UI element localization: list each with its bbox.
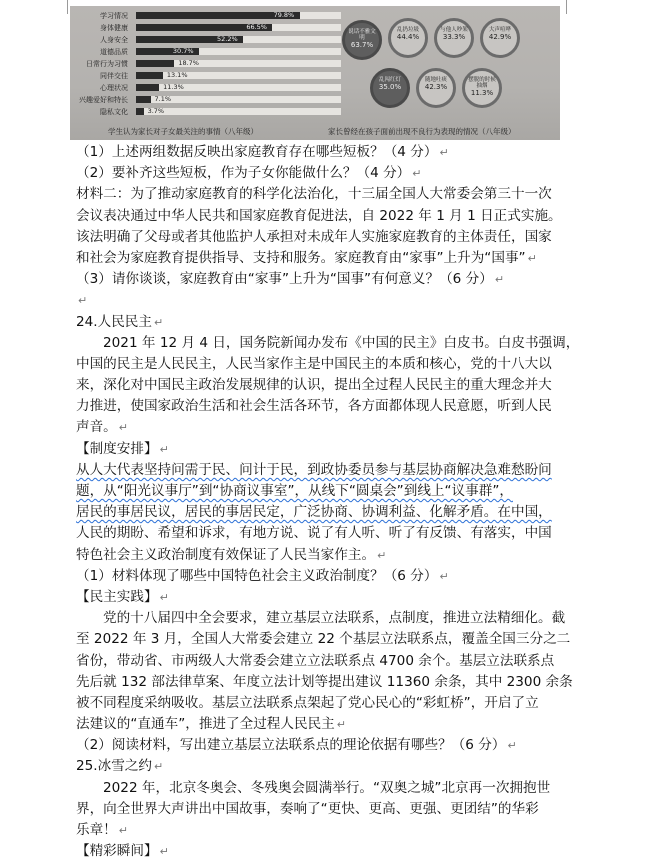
paragraph-mark-icon: ↵ bbox=[78, 294, 88, 308]
corner-mark-right bbox=[566, 0, 567, 14]
bar-category-label: 人身安全 bbox=[100, 36, 128, 44]
bar-value-label: 7.1% bbox=[154, 95, 172, 103]
bubble-category-label: 摆脱的时候抽烟 bbox=[468, 77, 496, 89]
bar-value-label: 52.2% bbox=[217, 35, 238, 43]
text-line-content: 力推进，使国家政治生活和社会生活各环节，各方面都体现人民意愿，听到人民 bbox=[76, 398, 552, 415]
bar-value-label: 66.5% bbox=[246, 23, 267, 31]
bar-track bbox=[136, 108, 341, 115]
paragraph-mark-icon: ↵ bbox=[377, 548, 387, 562]
text-line bbox=[76, 820, 576, 841]
text-line bbox=[76, 396, 576, 417]
bubble-value-label: 44.4% bbox=[396, 33, 420, 41]
bar bbox=[136, 72, 163, 79]
bar-track bbox=[136, 24, 341, 31]
text-line-content: 该法明确了父母或者其他监护人承担对未成年人实施家庭教育的主体责任，国家 bbox=[76, 228, 552, 245]
paragraph-mark-icon: ↵ bbox=[159, 442, 169, 456]
bar-track bbox=[136, 60, 341, 67]
bar bbox=[136, 84, 159, 91]
text-line bbox=[76, 651, 576, 672]
text-line-content: （1）材料体现了哪些中国特色社会主义政治制度？（6 分） bbox=[76, 567, 438, 584]
text-line-content: 24.人民民主 bbox=[76, 313, 152, 330]
paragraph-mark-icon: ↵ bbox=[118, 824, 128, 837]
bubble bbox=[388, 18, 428, 58]
bubble-category-label: 说话不雅文明 bbox=[348, 29, 376, 41]
text-line-content: 特色社会主义政治制度有效保证了人民当家作主。 bbox=[76, 546, 376, 563]
text-line bbox=[76, 756, 576, 777]
text-line-content: 被不同程度采纳吸收。基层立法联系点架起了党心民心的“彩虹桥”，开启了立 bbox=[76, 694, 539, 711]
paragraph-mark-icon: ↵ bbox=[159, 845, 169, 859]
text-line bbox=[76, 163, 576, 184]
text-line-content: 和社会为家庭教育提供指导、支持和服务。家庭教育由“家事”上升为“国事” bbox=[76, 249, 526, 266]
bubble-category-label: 乱扔垃圾 bbox=[396, 27, 419, 33]
bubble-chart-caption: 家长曾经在孩子面前出现不良行为表现的情况（八年级） bbox=[328, 127, 516, 136]
paragraph-mark-icon: ↵ bbox=[118, 421, 128, 435]
bar bbox=[136, 96, 151, 103]
bar-category-label: 道德品质 bbox=[100, 48, 128, 56]
text-line bbox=[76, 799, 576, 820]
bubble bbox=[416, 68, 456, 108]
text-line bbox=[76, 375, 576, 396]
bar bbox=[136, 60, 174, 67]
bubble-category-label: 随地吐痰 bbox=[424, 77, 447, 83]
text-line bbox=[76, 566, 576, 587]
paragraph-mark-icon: ↵ bbox=[412, 167, 422, 181]
text-line-content: 【民主实践】 bbox=[76, 588, 158, 605]
text-line-content: 声音。 bbox=[76, 419, 117, 436]
text-line bbox=[76, 545, 576, 566]
text-line bbox=[76, 142, 576, 163]
bar-value-label: 13.1% bbox=[166, 71, 188, 79]
text-line bbox=[76, 227, 576, 248]
text-line bbox=[76, 629, 576, 650]
corner-mark-left bbox=[67, 0, 68, 14]
bubble bbox=[480, 18, 520, 58]
paragraph-mark-icon: ↵ bbox=[154, 315, 164, 329]
bar bbox=[136, 108, 144, 115]
bar-value-label: 3.7% bbox=[147, 107, 165, 115]
text-line bbox=[76, 312, 576, 333]
bubble bbox=[342, 20, 382, 60]
text-line-content: 法建议的“直通车”，推进了全过程人民民主 bbox=[76, 716, 335, 733]
text-line bbox=[76, 417, 576, 438]
text-line bbox=[76, 354, 576, 375]
paragraph-mark-icon: ↵ bbox=[527, 251, 537, 265]
bar-track bbox=[136, 36, 341, 43]
text-line bbox=[76, 778, 576, 799]
bar-track bbox=[136, 96, 341, 103]
paragraph-mark-icon: ↵ bbox=[439, 569, 449, 583]
bar-category-label: 同伴交往 bbox=[100, 72, 128, 80]
text-line-content: （3）请你谈谈，家庭教育由“家事”上升为“国事”有何意义？（6 分） bbox=[76, 271, 493, 288]
text-line bbox=[76, 608, 576, 629]
text-line-content: 界，向全世界大声讲出中国故事，奏响了“更快、更高、更强、更团结”的华彩 bbox=[76, 800, 539, 817]
text-line-content: （2）阅读材料，写出建立基层立法联系点的理论依据有哪些？（6 分） bbox=[76, 737, 506, 754]
bubble bbox=[370, 68, 410, 108]
bubble-category-label: 大声喧哗 bbox=[488, 27, 511, 33]
text-line bbox=[76, 587, 576, 608]
bubble bbox=[462, 68, 502, 108]
text-line bbox=[76, 841, 576, 862]
bubble-value-label: 42.9% bbox=[488, 33, 512, 41]
text-line-content: 材料二：为了推动家庭教育的科学化法治化，十三届全国人大常委会第三十一次 bbox=[76, 186, 552, 203]
bubble-value-label: 42.3% bbox=[424, 83, 448, 91]
bubble-value-label: 63.7% bbox=[350, 41, 374, 49]
paragraph-mark-icon: ↵ bbox=[336, 718, 346, 732]
bubble-category-label: 乱闯红灯 bbox=[378, 77, 401, 83]
text-line-content: 中国的民主是人民民主，人民当家作主是中国民主的本质和核心，党的十八大以 bbox=[76, 355, 552, 372]
bar-category-label: 学习情况 bbox=[100, 12, 128, 20]
text-line bbox=[76, 290, 576, 311]
bubble-value-label: 33.3% bbox=[442, 33, 466, 41]
paragraph-mark-icon: ↵ bbox=[494, 273, 505, 287]
bar-value-label: 18.7% bbox=[178, 59, 199, 67]
paragraph-mark-icon: ↵ bbox=[439, 146, 449, 159]
bar-track bbox=[136, 12, 341, 19]
text-line-content: 2022 年，北京冬奥会、冬残奥会圆满举行。“双奥之城”北京再一次拥抱世 bbox=[103, 779, 551, 796]
survey-photo bbox=[70, 6, 560, 140]
text-line-content: 来，深化对中国民主政治发展规律的认识，提出全过程人民民主的重大理念并大 bbox=[76, 377, 552, 394]
text-line-content: 25.冰雪之约 bbox=[76, 758, 152, 775]
bar-chart-caption: 学生认为家长对子女最关注的事情（八年级） bbox=[108, 127, 258, 136]
text-line bbox=[76, 523, 576, 544]
text-line-content: 党的十八届四中全会要求，建立基层立法联系，点制度，推进立法精细化。截 bbox=[103, 610, 566, 627]
text-line bbox=[76, 502, 576, 523]
text-line bbox=[76, 248, 576, 269]
bubble-value-label: 35.0% bbox=[378, 83, 402, 91]
text-line-content: （2）要补齐这些短板，作为子女你能做什么？（4 分） bbox=[76, 165, 411, 182]
text-line bbox=[76, 439, 576, 460]
bubble-category-label: 与他人吵架 bbox=[440, 27, 468, 33]
text-line-content: （1）上述两组数据反映出家庭教育存在哪些短板？（4 分） bbox=[76, 144, 438, 160]
bar-value-label: 79.8% bbox=[273, 11, 295, 19]
text-line-content: 2021 年 12 月 4 日，国务院新闻办发布《中国的民主》白皮书。白皮书强调， bbox=[103, 334, 580, 351]
text-line bbox=[76, 672, 576, 693]
bar-track bbox=[136, 72, 341, 79]
text-line-content: 题，从“阳光议事厅”到“协商议事室”，从线下“圆桌会”到线上“议事群”， bbox=[76, 483, 513, 499]
text-line-content: 【制度安排】 bbox=[76, 440, 158, 457]
text-line-content: 先后就 132 部法律草案、年度立法计划等提出建议 11360 余条，其中 2300 余条 bbox=[76, 673, 573, 690]
text-line bbox=[76, 460, 576, 481]
bar-value-label: 11.3% bbox=[163, 83, 184, 91]
text-line bbox=[76, 735, 576, 756]
bar-category-label: 身体健康 bbox=[100, 24, 128, 32]
bar-track bbox=[136, 48, 341, 55]
bar-category-label: 隐私文化 bbox=[100, 108, 128, 116]
text-line bbox=[76, 333, 580, 354]
document-body bbox=[76, 142, 580, 862]
text-line-content: 会议表决通过中华人民共和国家庭教育促进法，自 2022 年 1 月 1 日正式实施。 bbox=[76, 207, 562, 224]
text-line bbox=[76, 206, 576, 227]
text-line-content: 乐章！ bbox=[76, 822, 117, 838]
text-line-content: 居民的事居民议，居民的事居民定，广泛协商、协调利益、化解矛盾。在中国， bbox=[76, 504, 552, 521]
bar-value-label: 30.7% bbox=[172, 47, 194, 55]
text-line bbox=[76, 481, 576, 502]
text-line bbox=[76, 184, 576, 205]
bar-category-label: 日常行为习惯 bbox=[86, 60, 128, 68]
paragraph-mark-icon: ↵ bbox=[159, 590, 169, 604]
text-line-content: 省份，带动省、市两级人大常委会建立立法联系点 4700 余个。基层立法联系点 bbox=[76, 652, 555, 669]
text-line-content: 从人大代表坚持问需于民、问计于民，到政协委员参与基层协商解决急难愁盼问 bbox=[76, 461, 552, 478]
paragraph-mark-icon: ↵ bbox=[154, 760, 164, 774]
paragraph-mark-icon: ↵ bbox=[507, 739, 517, 753]
bubble bbox=[434, 18, 474, 58]
text-line bbox=[76, 693, 576, 714]
bar-track bbox=[136, 84, 341, 91]
bar-category-label: 心理状况 bbox=[100, 84, 128, 92]
bubble-value-label: 11.3% bbox=[470, 89, 494, 97]
bar-category-label: 兴趣爱好和特长 bbox=[79, 96, 128, 104]
text-line-content: 人民的期盼、希望和诉求，有地方说、说了有人听、听了有反馈、有落实，中国 bbox=[76, 525, 552, 542]
text-line bbox=[76, 269, 576, 290]
text-line bbox=[76, 714, 576, 735]
text-line-content: 至 2022 年 3 月，全国人大常委会建立 22 个基层立法联系点，覆盖全国三分之二 bbox=[76, 631, 571, 648]
text-line-content: 【精彩瞬间】 bbox=[76, 843, 158, 860]
